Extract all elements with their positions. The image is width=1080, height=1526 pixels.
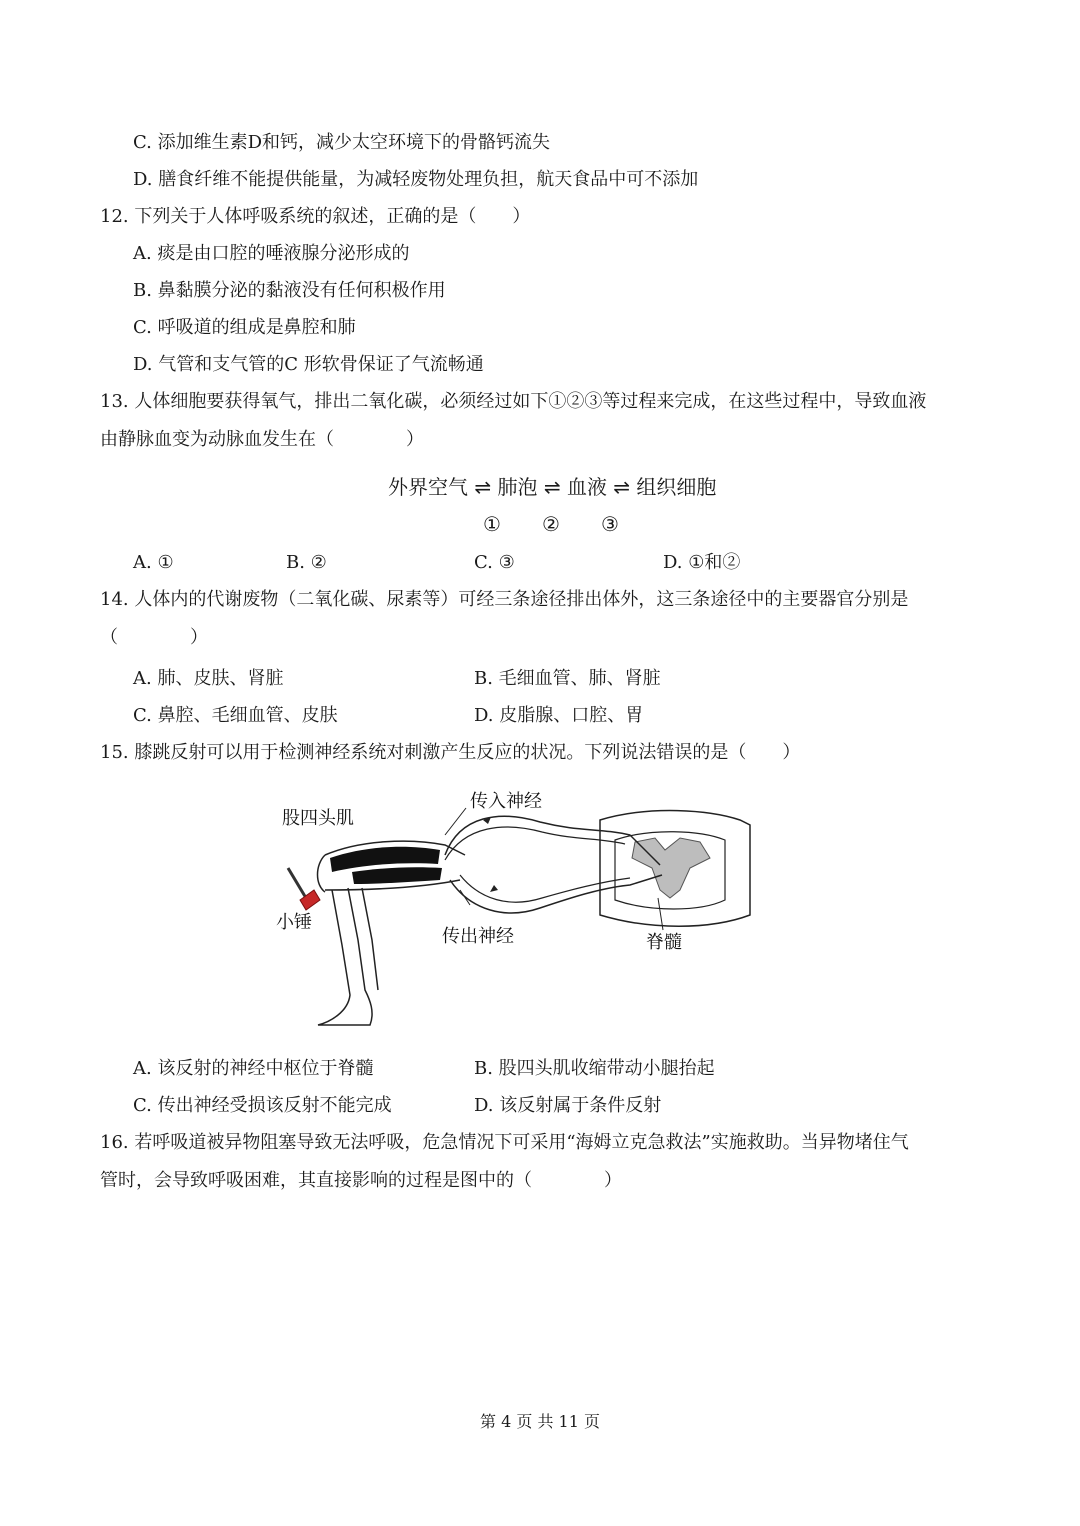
q15-option-d: D. 该反射属于条件反射 xyxy=(474,1095,662,1116)
label-spinal-cord: 脊髓 xyxy=(646,932,682,953)
q15-option-a: A. 该反射的神经中枢位于脊髓 xyxy=(133,1058,374,1079)
q11-option-d: D. 膳食纤维不能提供能量，为减轻废物处理负担，航天食品中可不添加 xyxy=(133,169,699,190)
q15-option-c: C. 传出神经受损该反射不能完成 xyxy=(133,1095,392,1116)
knee-jerk-reflex-diagram xyxy=(270,780,770,1040)
reflex-hammer xyxy=(288,868,320,910)
spinal-cord xyxy=(600,811,750,927)
q14-option-b: B. 毛细血管、肺、肾脏 xyxy=(474,668,661,689)
q14-option-a: A. 肺、皮肤、肾脏 xyxy=(133,668,284,689)
q12-option-d: D. 气管和支气管的C 形软骨保证了气流畅通 xyxy=(133,354,484,375)
q13-process-flow: 外界空气 ⇌ 肺泡 ⇌ 血液 ⇌ 组织细胞 xyxy=(388,475,717,499)
q13-stem-line2: 由静脉血变为动脉血发生在（ ） xyxy=(100,429,424,450)
label-quadriceps: 股四头肌 xyxy=(282,808,354,829)
label-afferent-nerve: 传入神经 xyxy=(470,791,542,812)
q13-step-3-label: ③ xyxy=(601,512,619,536)
q13-step-1-label: ① xyxy=(483,512,501,536)
q13-step-2-label: ② xyxy=(542,512,560,536)
q12-option-a: A. 痰是由口腔的唾液腺分泌形成的 xyxy=(133,243,410,264)
q14-option-c: C. 鼻腔、毛细血管、皮肤 xyxy=(133,705,338,726)
q13-option-b: B. ② xyxy=(286,552,327,573)
q14-stem-line1: 14. 人体内的代谢废物（二氧化碳、尿素等）可经三条途径排出体外，这三条途径中的主要器官分别是 xyxy=(100,589,909,610)
arrow-icon xyxy=(490,885,498,892)
q15-stem: 15. 膝跳反射可以用于检测神经系统对刺激产生反应的状况。下列说法错误的是（ ） xyxy=(100,742,801,763)
q12-stem: 12. 下列关于人体呼吸系统的叙述，正确的是（ ） xyxy=(100,206,531,227)
q16-stem-line2: 管时，会导致呼吸困难，其直接影响的过程是图中的（ ） xyxy=(100,1170,622,1191)
q14-stem-line2: （ ） xyxy=(100,627,208,648)
label-hammer: 小锤 xyxy=(276,912,312,933)
label-efferent-nerve: 传出神经 xyxy=(442,926,514,947)
q16-stem-line1: 16. 若呼吸道被异物阻塞导致无法呼吸，危急情况下可采用“海姆立克急救法”实施救助。当异物堵住气 xyxy=(100,1132,909,1153)
q13-option-d: D. ①和② xyxy=(663,552,741,573)
q11-option-c: C. 添加维生素D和钙，减少太空环境下的骨骼钙流失 xyxy=(133,132,551,153)
afferent-nerve-path xyxy=(445,816,660,865)
quadriceps-muscle xyxy=(330,847,442,884)
q13-stem-line1: 13. 人体细胞要获得氧气，排出二氧化碳，必须经过如下①②③等过程来完成，在这些过程中，导致血液 xyxy=(100,391,927,412)
q13-option-c: C. ③ xyxy=(474,552,515,573)
q12-option-b: B. 鼻黏膜分泌的黏液没有任何积极作用 xyxy=(133,280,446,301)
page-number-footer: 第 4 页 共 11 页 xyxy=(480,1412,600,1431)
q13-option-a: A. ① xyxy=(133,552,174,573)
q12-option-c: C. 呼吸道的组成是鼻腔和肺 xyxy=(133,317,356,338)
q14-option-d: D. 皮脂腺、口腔、胃 xyxy=(474,705,644,726)
q15-option-b: B. 股四头肌收缩带动小腿抬起 xyxy=(474,1058,715,1079)
